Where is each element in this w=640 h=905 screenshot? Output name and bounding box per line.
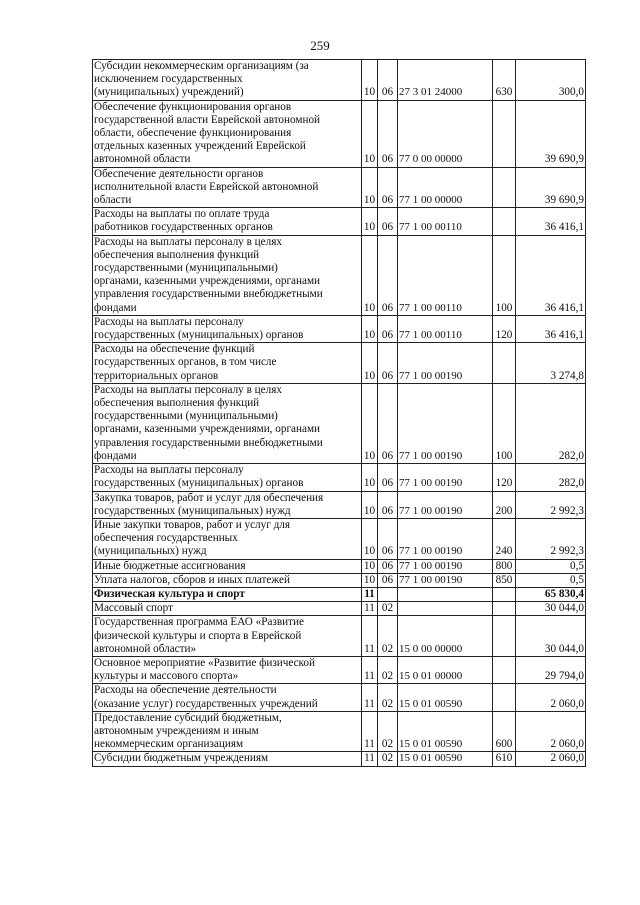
- row-section: 10: [362, 573, 378, 587]
- row-subsection: 02: [378, 602, 398, 616]
- row-amount: 39 690,9: [516, 100, 586, 167]
- row-name-line: (оказание услуг) государственных учреждений: [94, 697, 318, 710]
- row-section: 10: [362, 559, 378, 573]
- row-subsection: 06: [378, 573, 398, 587]
- row-name-line: Иные закупки товаров, работ и услуг для: [94, 518, 291, 531]
- row-name-line: некоммерческим организациям: [94, 738, 244, 751]
- row-amount: 3 274,8: [516, 343, 586, 384]
- table-row: [93, 518, 586, 559]
- row-target-article: 15 0 01 00000: [398, 656, 493, 683]
- row-name-line: Расходы на выплаты персоналу в целях: [94, 235, 282, 248]
- row-target-article: 77 1 00 00110: [398, 235, 493, 315]
- row-subsection: 02: [378, 711, 398, 752]
- row-name-line: Государственная программа ЕАО «Развитие: [94, 616, 304, 629]
- row-expense-type: 630: [493, 60, 516, 101]
- row-subsection: 06: [378, 315, 398, 342]
- page-number: 259: [310, 38, 330, 53]
- row-name-line: исполнительной власти Еврейской автономной: [94, 180, 319, 193]
- row-expense-type: 100: [493, 383, 516, 463]
- row-amount: 282,0: [516, 464, 586, 491]
- row-expense-type: 850: [493, 573, 516, 587]
- row-name-line: Физическая культура и спорт: [94, 587, 245, 600]
- row-name-line: государственных органов, в том числе: [94, 356, 277, 369]
- row-name-line: физической культуры и спорта в Еврейской: [94, 629, 302, 642]
- row-name-line: органами, казенными учреждениями, органами: [94, 275, 321, 288]
- row-amount: 300,0: [516, 60, 586, 101]
- row-expense-type: [493, 587, 516, 601]
- row-name-line: фондами: [94, 301, 137, 314]
- row-expense-type: 600: [493, 711, 516, 752]
- row-amount: 2 992,3: [516, 491, 586, 518]
- row-amount: 36 416,1: [516, 208, 586, 235]
- row-target-article: 27 3 01 24000: [398, 60, 493, 101]
- row-name-line: Расходы на выплаты по оплате труда: [94, 208, 270, 221]
- row-name: [93, 573, 362, 587]
- row-name-line: Обеспечение функционирования органов: [94, 100, 292, 113]
- row-name: [93, 684, 362, 711]
- row-subsection: 06: [378, 491, 398, 518]
- row-name-line: области, обеспечение функционирования: [94, 127, 292, 140]
- table-row: [93, 587, 586, 601]
- row-subsection: 06: [378, 208, 398, 235]
- row-expense-type: 610: [493, 752, 516, 766]
- row-name-line: автономным учреждениям и иным: [94, 724, 259, 737]
- row-subsection: 06: [378, 100, 398, 167]
- row-name: [93, 752, 362, 766]
- row-section: 10: [362, 491, 378, 518]
- row-name-line: Основное мероприятие «Развитие физической: [94, 656, 316, 669]
- row-name-line: Расходы на обеспечение функций: [94, 343, 255, 356]
- row-section: 10: [362, 464, 378, 491]
- row-name-line: отдельных казенных учреждений Еврейской: [94, 140, 306, 153]
- row-target-article: 77 1 00 00110: [398, 315, 493, 342]
- row-expense-type: 120: [493, 315, 516, 342]
- row-name-line: территориальных органов: [94, 369, 219, 382]
- table-row: [93, 602, 586, 616]
- row-amount: 0,5: [516, 573, 586, 587]
- row-name-line: Закупка товаров, работ и услуг для обеспечения: [94, 491, 324, 504]
- row-target-article: [398, 587, 493, 601]
- row-target-article: 77 1 00 00190: [398, 491, 493, 518]
- row-target-article: [398, 602, 493, 616]
- row-subsection: 02: [378, 684, 398, 711]
- row-amount: 0,5: [516, 559, 586, 573]
- row-name: [93, 343, 362, 384]
- row-subsection: 06: [378, 343, 398, 384]
- row-section: 10: [362, 383, 378, 463]
- row-section: 10: [362, 315, 378, 342]
- row-subsection: 02: [378, 752, 398, 766]
- row-name-line: Субсидии бюджетным учреждениям: [94, 752, 269, 765]
- table-row: [93, 383, 586, 463]
- row-amount: 30 044,0: [516, 602, 586, 616]
- row-section: 10: [362, 60, 378, 101]
- row-name-line: Расходы на обеспечение деятельности: [94, 684, 277, 697]
- row-name-line: Расходы на выплаты персоналу: [94, 464, 244, 477]
- row-amount: 65 830,4: [516, 587, 586, 601]
- row-name-line: (муниципальных) нужд: [94, 545, 207, 558]
- row-name: [93, 100, 362, 167]
- row-expense-type: 200: [493, 491, 516, 518]
- row-expense-type: [493, 602, 516, 616]
- row-target-article: 77 1 00 00190: [398, 383, 493, 463]
- row-target-article: 77 1 00 00190: [398, 464, 493, 491]
- row-name: [93, 559, 362, 573]
- row-expense-type: [493, 616, 516, 657]
- row-target-article: 77 1 00 00110: [398, 208, 493, 235]
- row-amount: 2 992,3: [516, 518, 586, 559]
- row-name-line: обеспечения выполнения функций: [94, 397, 260, 410]
- row-subsection: 06: [378, 559, 398, 573]
- table-row: [93, 100, 586, 167]
- row-section: 11: [362, 684, 378, 711]
- row-section: 10: [362, 235, 378, 315]
- row-expense-type: 120: [493, 464, 516, 491]
- row-section: 11: [362, 616, 378, 657]
- row-subsection: 06: [378, 167, 398, 208]
- row-amount: 30 044,0: [516, 616, 586, 657]
- table-row: [93, 573, 586, 587]
- row-name-line: государственных (муниципальных) нужд: [94, 504, 291, 517]
- table-row: [93, 235, 586, 315]
- row-expense-type: [493, 100, 516, 167]
- row-subsection: 06: [378, 60, 398, 101]
- row-name-line: Расходы на выплаты персоналу в целях: [94, 383, 282, 396]
- row-section: 11: [362, 587, 378, 601]
- row-name-line: управления государственными внебюджетными: [94, 288, 323, 301]
- row-name: [93, 656, 362, 683]
- row-name-line: государственными (муниципальными): [94, 262, 278, 275]
- row-expense-type: [493, 208, 516, 235]
- row-target-article: 15 0 01 00590: [398, 752, 493, 766]
- row-target-article: 15 0 01 00590: [398, 684, 493, 711]
- row-subsection: [378, 587, 398, 601]
- row-name-line: фондами: [94, 449, 137, 462]
- row-name: [93, 491, 362, 518]
- row-target-article: 77 1 00 00000: [398, 167, 493, 208]
- row-name: [93, 616, 362, 657]
- row-name-line: Обеспечение деятельности органов: [94, 167, 264, 180]
- row-name-line: (муниципальных) учреждений): [94, 86, 244, 99]
- row-expense-type: [493, 656, 516, 683]
- row-name-line: государственных (муниципальных) органов: [94, 477, 304, 490]
- row-name-line: автономной области»: [94, 642, 197, 655]
- row-name: [93, 167, 362, 208]
- row-name-line: управления государственными внебюджетными: [94, 436, 323, 449]
- row-name: [93, 464, 362, 491]
- row-section: 11: [362, 711, 378, 752]
- row-target-article: 77 1 00 00190: [398, 518, 493, 559]
- table-row: [93, 656, 586, 683]
- row-name: [93, 235, 362, 315]
- table-row: [93, 464, 586, 491]
- row-section: 10: [362, 208, 378, 235]
- table-row: [93, 711, 586, 752]
- row-target-article: 15 0 01 00590: [398, 711, 493, 752]
- row-section: 10: [362, 518, 378, 559]
- row-name-line: государственными (муниципальными): [94, 410, 278, 423]
- row-section: 11: [362, 656, 378, 683]
- row-amount: 282,0: [516, 383, 586, 463]
- row-name: [93, 711, 362, 752]
- row-name: [93, 60, 362, 101]
- table-row: [93, 684, 586, 711]
- row-name-line: Предоставление субсидий бюджетным,: [94, 711, 282, 724]
- row-section: 11: [362, 752, 378, 766]
- table-row: [93, 315, 586, 342]
- row-name: [93, 383, 362, 463]
- row-subsection: 06: [378, 235, 398, 315]
- budget-table-body: [93, 60, 586, 767]
- table-row: [93, 343, 586, 384]
- row-name-line: обеспечения государственных: [94, 532, 238, 545]
- row-name-line: Иные бюджетные ассигнования: [94, 559, 246, 572]
- row-name-line: обеспечения выполнения функций: [94, 248, 260, 261]
- budget-table: [92, 59, 586, 767]
- row-amount: 2 060,0: [516, 711, 586, 752]
- table-row: [93, 60, 586, 101]
- row-name: [93, 315, 362, 342]
- row-amount: 36 416,1: [516, 315, 586, 342]
- row-amount: 36 416,1: [516, 235, 586, 315]
- row-section: 10: [362, 167, 378, 208]
- table-row: [93, 167, 586, 208]
- row-subsection: 02: [378, 656, 398, 683]
- row-expense-type: 800: [493, 559, 516, 573]
- row-name: [93, 518, 362, 559]
- row-name-line: государственных (муниципальных) органов: [94, 329, 304, 342]
- row-expense-type: 100: [493, 235, 516, 315]
- row-section: 11: [362, 602, 378, 616]
- row-amount: 29 794,0: [516, 656, 586, 683]
- row-expense-type: [493, 343, 516, 384]
- row-subsection: 06: [378, 383, 398, 463]
- row-subsection: 06: [378, 518, 398, 559]
- row-target-article: 77 0 00 00000: [398, 100, 493, 167]
- row-amount: 39 690,9: [516, 167, 586, 208]
- row-name: [93, 587, 362, 601]
- table-row: [93, 559, 586, 573]
- row-expense-type: [493, 167, 516, 208]
- row-name-line: органами, казенными учреждениями, органами: [94, 423, 321, 436]
- row-name-line: Массовый спорт: [94, 602, 173, 615]
- row-target-article: 77 1 00 00190: [398, 573, 493, 587]
- row-name: [93, 208, 362, 235]
- row-target-article: 77 1 00 00190: [398, 343, 493, 384]
- row-section: 10: [362, 343, 378, 384]
- row-expense-type: 240: [493, 518, 516, 559]
- table-row: [93, 208, 586, 235]
- row-name-line: области: [94, 194, 132, 207]
- row-name-line: культуры и массового спорта»: [94, 670, 239, 683]
- row-subsection: 02: [378, 616, 398, 657]
- row-amount: 2 060,0: [516, 684, 586, 711]
- row-amount: 2 060,0: [516, 752, 586, 766]
- row-name-line: автономной области: [94, 153, 191, 166]
- row-expense-type: [493, 684, 516, 711]
- row-target-article: 77 1 00 00190: [398, 559, 493, 573]
- row-name-line: Субсидии некоммерческим организациям (за: [94, 60, 309, 72]
- row-subsection: 06: [378, 464, 398, 491]
- row-name-line: Расходы на выплаты персоналу: [94, 315, 244, 328]
- row-target-article: 15 0 00 00000: [398, 616, 493, 657]
- row-name: [93, 602, 362, 616]
- table-row: [93, 616, 586, 657]
- row-name-line: государственной власти Еврейской автономной: [94, 113, 321, 126]
- row-name-line: исключением государственных: [94, 73, 243, 86]
- table-row: [93, 491, 586, 518]
- row-name-line: работников государственных органов: [94, 221, 273, 234]
- row-section: 10: [362, 100, 378, 167]
- row-name-line: Уплата налогов, сборов и иных платежей: [94, 573, 290, 586]
- table-row: [93, 752, 586, 766]
